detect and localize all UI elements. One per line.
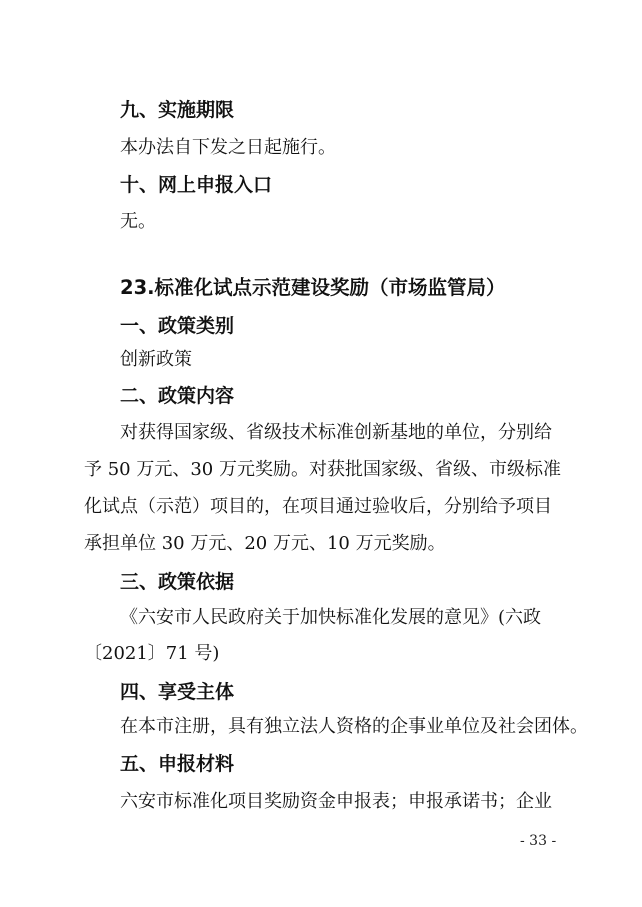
policy-content-heading: 二、政策内容 — [120, 385, 235, 407]
beneficiary-heading: 四、享受主体 — [120, 681, 235, 703]
item-23-title: 23.标准化试点示范建设奖励（市场监管局） — [120, 276, 506, 299]
section-10-heading: 十、网上申报入口 — [120, 174, 273, 196]
policy-content-line-1: 对获得国家级、省级技术标准创新基地的单位，分别给 — [120, 422, 552, 443]
policy-content-line-4: 承担单位 30 万元、20 万元、10 万元奖励。 — [84, 533, 446, 554]
application-materials-text: 六安市标准化项目奖励资金申报表；申报承诺书；企业 — [120, 791, 552, 812]
section-9-heading: 九、实施期限 — [120, 99, 235, 121]
page-number: - 33 - — [520, 833, 557, 849]
policy-basis-line-2: 〔2021〕71 号) — [84, 643, 220, 664]
policy-basis-heading: 三、政策依据 — [120, 571, 235, 593]
policy-content-line-2: 予 50 万元、30 万元奖励。对获批国家级、省级、市级标准 — [84, 459, 561, 480]
policy-category-heading: 一、政策类别 — [120, 315, 235, 337]
beneficiary-text: 在本市注册，具有独立法人资格的企事业单位及社会团体。 — [120, 716, 588, 737]
section-10-text: 无。 — [120, 211, 156, 232]
policy-basis-line-1: 《六安市人民政府关于加快标准化发展的意见》(六政 — [120, 607, 542, 628]
section-9-text: 本办法自下发之日起施行。 — [120, 137, 336, 158]
application-materials-heading: 五、申报材料 — [120, 753, 235, 775]
policy-content-line-3: 化试点（示范）项目的，在项目通过验收后，分别给予项目 — [84, 496, 552, 517]
policy-category-text: 创新政策 — [120, 349, 192, 370]
